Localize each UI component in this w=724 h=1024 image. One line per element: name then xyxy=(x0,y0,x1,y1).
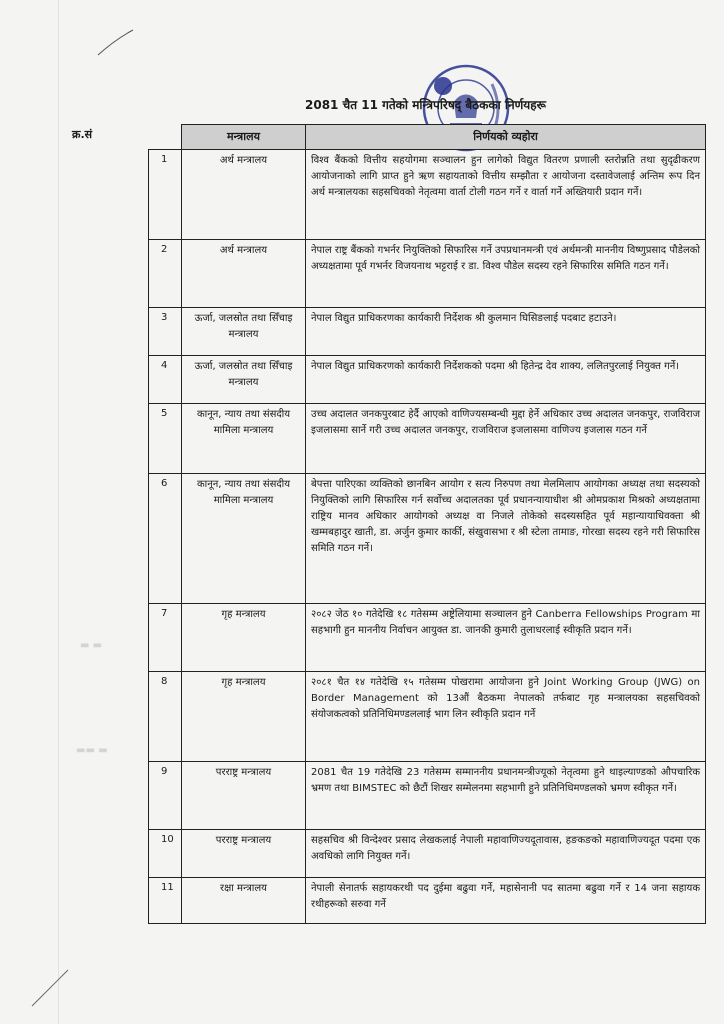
row-decision: बेपत्ता पारिएका व्यक्तिको छानबिन आयोग र सत्य निरुपण तथा मेलमिलाप आयोगका अध्यक्ष तथा सदस्यको नियुक्तिको लागि सिफारिस गर्न सर्वोच्च अदालतका पूर्व प्रधानन्यायाधीश श्री ओमप्रकाश मिश्रको अध्यक्षतामा राष्ट्रिय मानव अधिकार आयोगको अध्यक्ष वा निजले तोकेको सदस्यसहित पूर्व महान्यायाधिवक्ता श्री खम्मबहादुर खाती, डा. अर्जुन कुमार कार्की, संखुवासभा र श्री स्टेला तामाङ, गोरखा सदस्य रहने गरी सिफारिस समिति गठन गर्ने। xyxy=(306,474,706,604)
serial-number-header: क्र.सं xyxy=(72,128,93,141)
table-row xyxy=(149,762,706,830)
row-number: 2 xyxy=(149,240,182,308)
row-number: 10 xyxy=(149,830,182,878)
row-number: 1 xyxy=(149,150,182,240)
row-number: 11 xyxy=(149,878,182,924)
row-number: 7 xyxy=(149,604,182,672)
row-decision: 2081 चैत 19 गतेदेखि 23 गतेसम्म सम्माननीय प्रधानमन्त्रीज्यूको नेतृत्वमा हुने थाइल्याण्डको औपचारिक भ्रमण तथा BIMSTEC को छैटौं शिखर सम्मेलनमा सहभागी हुने प्रतिनिधिमण्डलको भ्रमण स्वीकृत गर्ने। xyxy=(306,762,706,830)
row-ministry: ऊर्जा, जलस्रोत तथा सिँचाइ मन्त्रालय xyxy=(182,308,306,356)
row-decision: उच्च अदालत जनकपुरबाट हेर्दै आएको वाणिज्यसम्बन्धी मुद्दा हेर्ने अधिकार उच्च अदालत जनकपुर, राजविराज इजलासमा सार्ने गरी उच्च अदालत जनकपुर, राजविराज इजलासमा वाणिज्य इजलास गठन गर्ने xyxy=(306,404,706,474)
row-decision: २०८१ चैत १४ गतेदेखि १५ गतेसम्म पोखरामा आयोजना हुने Joint Working Group (JWG) on Border Management को 13औं बैठकमा नेपालको तर्फबाट गृह मन्त्रालयका सहसचिवको संयोजकत्वको प्रतिनिधिमण्डललाई भाग लिन स्वीकृति प्रदान गर्ने xyxy=(306,672,706,762)
table-row xyxy=(149,404,706,474)
page-title: 2081 चैत 11 गतेको मन्त्रिपरिषद् बैठकका निर्णयहरू xyxy=(305,98,546,112)
row-decision: विश्व बैंकको वित्तीय सहयोगमा सञ्चालन हुन लागेको विद्युत वितरण प्रणाली स्तरोन्नति तथा सुदृढीकरण आयोजनाको लागि प्राप्त हुने ऋण सहायताको वित्तीय सम्झौता र आयोजना दस्तावेजलाई अन्तिम रूप दिन अर्थ मन्त्रालयका सहसचिवको नेतृत्वमा वार्ता टोली गठन गर्ने र वार्ता गर्ने अख्तियारी प्रदान गर्ने। xyxy=(306,150,706,240)
table-row xyxy=(149,356,706,404)
table-row xyxy=(149,308,706,356)
row-decision: नेपाल विद्युत प्राधिकरणका कार्यकारी निर्देशक श्री कुलमान घिसिङलाई पदबाट हटाउने। xyxy=(306,308,706,356)
table-row xyxy=(149,240,706,308)
row-decision: २०८२ जेठ १० गतेदेखि १८ गतेसम्म अष्ट्रेलियामा सञ्चालन हुने Canberra Fellowships Program मा सहभागी हुन माननीय निर्वाचन आयुक्त डा. जानकी कुमारी तुलाधरलाई स्वीकृति प्रदान गर्ने। xyxy=(306,604,706,672)
row-decision: नेपाली सेनातर्फ सहायकरथी पद दुईमा बढुवा गर्ने, महासेनानी पद सातमा बढुवा गर्ने र 14 जना सहायक रथीहरूको सरुवा गर्ने xyxy=(306,878,706,924)
row-number: 5 xyxy=(149,404,182,474)
row-ministry: अर्थ मन्त्रालय xyxy=(182,240,306,308)
pen-mark-bottom xyxy=(30,968,70,1008)
table-row xyxy=(149,672,706,762)
header-decision: निर्णयको व्यहोरा xyxy=(306,125,706,150)
header-ministry: मन्त्रालय xyxy=(182,125,306,150)
row-number: 8 xyxy=(149,672,182,762)
page-edge-line xyxy=(58,0,59,1024)
row-ministry: गृह मन्त्रालय xyxy=(182,604,306,672)
row-ministry: कानून, न्याय तथा संसदीय मामिला मन्त्रालय xyxy=(182,474,306,604)
row-number: 9 xyxy=(149,762,182,830)
row-ministry: परराष्ट्र मन्त्रालय xyxy=(182,762,306,830)
row-ministry: परराष्ट्र मन्त्रालय xyxy=(182,830,306,878)
row-number: 6 xyxy=(149,474,182,604)
table-row xyxy=(149,878,706,924)
bleed-through-text: ▬ ▬ xyxy=(80,640,103,651)
row-number: 3 xyxy=(149,308,182,356)
table-row xyxy=(149,150,706,240)
row-number: 4 xyxy=(149,356,182,404)
table-row xyxy=(149,604,706,672)
row-ministry: कानून, न्याय तथा संसदीय मामिला मन्त्रालय xyxy=(182,404,306,474)
pen-mark-top xyxy=(96,28,136,58)
table-header-row xyxy=(149,125,706,150)
row-ministry: ऊर्जा, जलस्रोत तथा सिँचाइ मन्त्रालय xyxy=(182,356,306,404)
table-row xyxy=(149,830,706,878)
row-decision: नेपाल विद्युत प्राधिकरणको कार्यकारी निर्देशकको पदमा श्री हितेन्द्र देव शाक्य, ललितपुरलाई नियुक्त गर्ने। xyxy=(306,356,706,404)
row-ministry: गृह मन्त्रालय xyxy=(182,672,306,762)
row-decision: नेपाल राष्ट्र बैंकको गभर्नर नियुक्तिको सिफारिस गर्ने उपप्रधानमन्त्री एवं अर्थमन्त्री माननीय विष्णुप्रसाद पौडेलको अध्यक्षतामा पूर्व गभर्नर विजयनाथ भट्टराई र डा. विश्व पौडेल सदस्य रहने सिफारिस समिति गठन गर्ने। xyxy=(306,240,706,308)
decisions-table xyxy=(148,124,706,924)
header-serial-cell xyxy=(149,125,182,150)
row-ministry: अर्थ मन्त्रालय xyxy=(182,150,306,240)
row-decision: सहसचिव श्री विन्देश्वर प्रसाद लेखकलाई नेपाली महावाणिज्यदूतावास, हङकङको महावाणिज्यदूत पदमा एक अवधिको लागि नियुक्त गर्ने। xyxy=(306,830,706,878)
bleed-through-text: ▬▬ ▬ xyxy=(76,745,108,756)
table-row xyxy=(149,474,706,604)
row-ministry: रक्षा मन्त्रालय xyxy=(182,878,306,924)
